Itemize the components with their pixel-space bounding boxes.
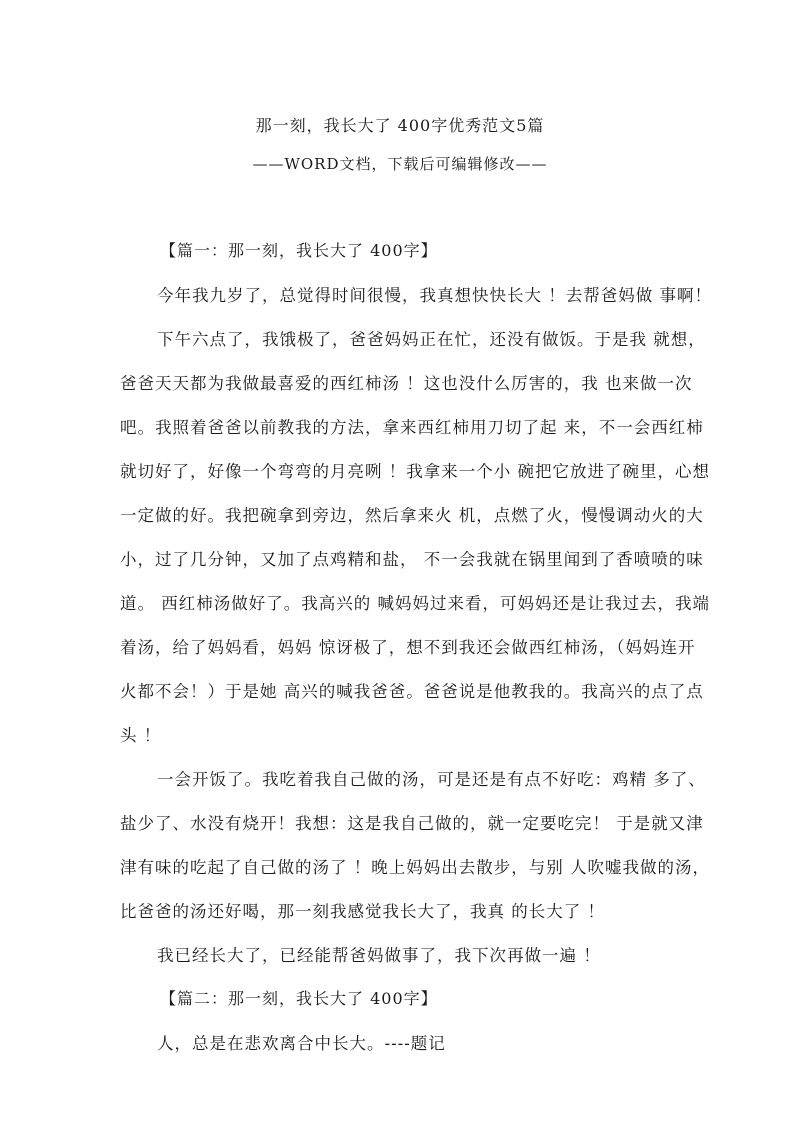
paragraph-line: 我已经长大了，已经能帮爸妈做事了，我下次再做一遍 ！: [157, 946, 601, 965]
paragraph-line: 一定做的好。我把碗拿到旁边，然后拿来火 机，点燃了火，慢慢调动火的大: [120, 506, 704, 525]
paragraph-line: 下午六点了，我饿极了，爸爸妈妈正在忙，还没有做饭。于是我 就想，: [157, 330, 706, 349]
paragraph-line: 津有味的吃起了自己做的汤了 ！晚上妈妈出去散步，与别 人吹嘘我做的汤，: [120, 858, 710, 877]
paragraph-line: 火都不会！）于是她 高兴的喊我爸爸。爸爸说是他教我的。我高兴的点了点: [120, 682, 704, 701]
section2-first-line: 人，总是在悲欢离合中长大。----题记: [157, 1034, 446, 1053]
paragraph-line: 比爸爸的汤还好喝，那一刻我感觉我长大了，我真 的长大了 ！: [120, 902, 605, 921]
paragraph-line: 小，过了几分钟，又加了点鸡精和盐， 不一会我就在锅里闻到了香喷喷的味: [120, 550, 704, 569]
paragraph-line: 吧。我照着爸爸以前教我的方法，拿来西红柿用刀切了起 来，不一会西红柿: [120, 418, 704, 437]
paragraph-line: 爸爸天天都为我做最喜爱的西红柿汤 ！这也没什么厉害的，我 也来做一次: [120, 374, 693, 393]
document-title: 那一刻，我长大了 400字优秀范文5篇: [255, 116, 545, 135]
section1-heading: 【篇一：那一刻，我长大了 400字】: [160, 241, 438, 260]
paragraph-line: 头 ！: [120, 726, 162, 745]
section2-heading: 【篇二：那一刻，我长大了 400字】: [160, 989, 438, 1008]
paragraph-line: 一会开饭了。我吃着我自己做的汤，可是还是有点不好吃：鸡精 多了、: [157, 770, 706, 789]
paragraph-line: 盐少了、水没有烧开！我想：这是我自己做的，就一定要吃完！ 于是就又津: [120, 814, 704, 833]
paragraph-line: 道。 西红柿汤做好了。我高兴的 喊妈妈过来看，可妈妈还是让我过去，我端: [120, 594, 710, 613]
document-subtitle: ——WORD文档，下载后可编辑修改——: [252, 155, 548, 173]
paragraph-line: 着汤，给了妈妈看，妈妈 惊讶极了，想不到我还会做西红柿汤，（妈妈连开: [120, 638, 696, 657]
paragraph-line: 就切好了，好像一个弯弯的月亮咧 ！我拿来一个小 碗把它放进了碗里，心想: [120, 462, 710, 481]
paragraph-line: 今年我九岁了，总觉得时间很慢，我真想快快长大 ！去帮爸妈做 事啊！: [157, 286, 712, 305]
